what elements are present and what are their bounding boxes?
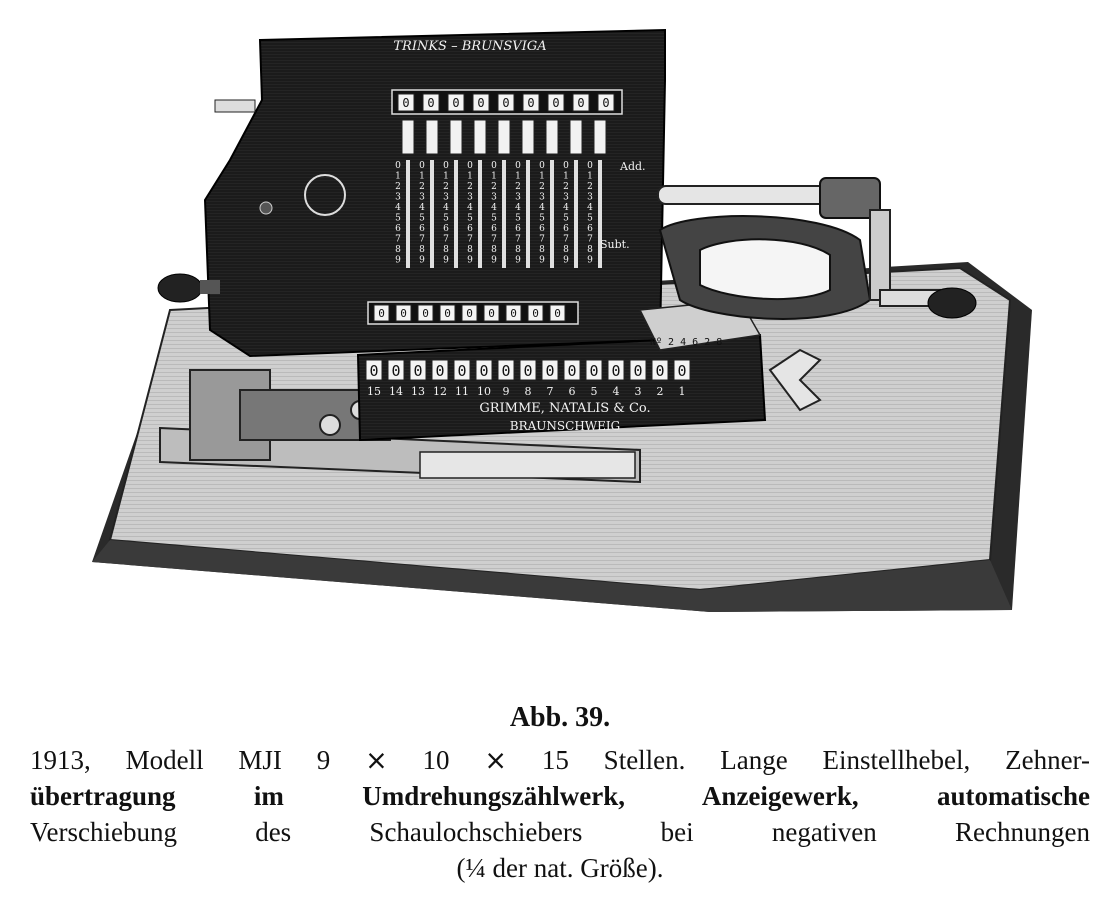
setting-register-digit: 0 bbox=[527, 96, 535, 110]
lever-slot bbox=[430, 160, 434, 268]
position-number: 2 bbox=[656, 385, 664, 398]
lever-scale-mark: 5 bbox=[515, 213, 521, 224]
subt-label: Subt. bbox=[600, 238, 630, 251]
setting-lever bbox=[594, 120, 606, 154]
result-register-digit: 0 bbox=[413, 362, 423, 380]
result-register-digit: 0 bbox=[369, 362, 379, 380]
lever-scale-mark: 7 bbox=[395, 234, 401, 245]
lever-scale-mark: 9 bbox=[515, 255, 521, 266]
result-register-digit: 0 bbox=[545, 362, 555, 380]
setting-register-digit: 0 bbox=[552, 96, 560, 110]
lever-scale-mark: 3 bbox=[491, 192, 497, 203]
lever-scale-mark: 7 bbox=[419, 234, 425, 245]
lever-scale-mark: 8 bbox=[419, 245, 425, 255]
lever-scale-mark: 7 bbox=[491, 234, 497, 245]
lever-scale-mark: 6 bbox=[491, 224, 497, 234]
revolution-counter-digit: 0 bbox=[444, 307, 451, 320]
setting-lever bbox=[450, 120, 462, 154]
caption-line-3-text: Verschiebung des Schaulochschiebers bei negativen Rechnungen bbox=[30, 817, 1090, 847]
lever-scale-mark: 6 bbox=[587, 224, 593, 234]
result-register-digit: 0 bbox=[523, 362, 533, 380]
setting-lever bbox=[522, 120, 534, 154]
revolution-counter-digit: 0 bbox=[488, 307, 495, 320]
lever-scale-mark: 3 bbox=[539, 192, 545, 203]
lever-scale-mark: 0 bbox=[443, 161, 449, 171]
lever-scale-mark: 0 bbox=[587, 161, 593, 171]
lever-scale-mark: 3 bbox=[515, 192, 521, 203]
position-number: 5 bbox=[590, 385, 598, 398]
result-register-digit: 0 bbox=[589, 362, 599, 380]
position-number: 10 bbox=[477, 385, 491, 398]
lever-scale-mark: 1 bbox=[443, 171, 449, 182]
result-register-digit: 0 bbox=[501, 362, 511, 380]
setting-lever bbox=[474, 120, 486, 154]
brand-label: TRINKS – BRUNSVIGA bbox=[393, 39, 547, 54]
lever-scale-mark: 0 bbox=[491, 161, 497, 171]
lever-scale-mark: 4 bbox=[563, 203, 569, 213]
lever-scale-mark: 9 bbox=[395, 255, 401, 266]
lever-scale-mark: 7 bbox=[515, 234, 521, 245]
lever-scale-mark: 2 bbox=[467, 182, 473, 192]
lever-slot bbox=[598, 160, 602, 268]
lever-scale-mark: 9 bbox=[419, 255, 425, 266]
lever-scale-mark: 5 bbox=[419, 213, 425, 224]
lever-scale-mark: 9 bbox=[491, 255, 497, 266]
setting-lever bbox=[546, 120, 558, 154]
lever-scale-mark: 4 bbox=[419, 203, 425, 213]
lever-scale-mark: 1 bbox=[491, 171, 497, 182]
position-number: 15 bbox=[367, 385, 381, 398]
setting-register-digit: 0 bbox=[452, 96, 460, 110]
position-number: 8 bbox=[524, 385, 532, 398]
figure-label: Abb. 39. bbox=[509, 702, 611, 733]
lever-scale-mark: 1 bbox=[515, 171, 521, 182]
setting-lever bbox=[570, 120, 582, 154]
lever-scale-mark: 0 bbox=[419, 161, 425, 171]
lever-slot bbox=[526, 160, 530, 268]
lever-scale-mark: 5 bbox=[539, 213, 545, 224]
lever-scale-mark: 5 bbox=[467, 213, 473, 224]
lever-scale-mark: 3 bbox=[419, 192, 425, 203]
lever-scale-mark: 9 bbox=[467, 255, 473, 266]
revolution-counter-digit: 0 bbox=[378, 307, 385, 320]
lever-scale-mark: 1 bbox=[467, 171, 473, 182]
setting-register-digit: 0 bbox=[602, 96, 610, 110]
setting-register bbox=[392, 90, 622, 114]
lever-scale-mark: 3 bbox=[467, 192, 473, 203]
lever-scale-mark: 1 bbox=[563, 171, 569, 182]
lever-scale-mark: 7 bbox=[443, 234, 449, 245]
position-number: 9 bbox=[502, 385, 510, 398]
setting-lever bbox=[402, 120, 414, 154]
lever-scale-mark: 4 bbox=[587, 203, 593, 213]
caption-line-3 bbox=[30, 814, 1090, 850]
lever-scale-mark: 8 bbox=[539, 245, 545, 255]
lever-scale-mark: 9 bbox=[587, 255, 593, 266]
result-register-digit: 0 bbox=[457, 362, 467, 380]
lever-scale-mark: 0 bbox=[467, 161, 473, 171]
lever-scale-mark: 7 bbox=[539, 234, 545, 245]
lever-scale-mark: 3 bbox=[443, 192, 449, 203]
result-register-digit: 0 bbox=[567, 362, 577, 380]
result-register-digit: 0 bbox=[677, 362, 687, 380]
lever-scale-mark: 5 bbox=[563, 213, 569, 224]
lever-scale-mark: 6 bbox=[467, 224, 473, 234]
lever-scale-mark: 7 bbox=[563, 234, 569, 245]
result-register-digit: 0 bbox=[633, 362, 643, 380]
setting-register-digit: 0 bbox=[477, 96, 485, 110]
lever-scale-mark: 4 bbox=[539, 203, 545, 213]
lever-scale-mark: 8 bbox=[563, 245, 569, 255]
lever-scale-mark: 1 bbox=[539, 171, 545, 182]
lever-scale-mark: 3 bbox=[563, 192, 569, 203]
figure-caption bbox=[30, 742, 1090, 886]
lever-scale-mark: 6 bbox=[539, 224, 545, 234]
lever-scale-mark: 8 bbox=[587, 245, 593, 255]
lever-scale-mark: 3 bbox=[395, 192, 401, 203]
caption-line-2: übertragung im Umdrehungszählwerk, Anzeigewerk, automatische bbox=[30, 781, 1090, 811]
lever-scale-mark: 5 bbox=[491, 213, 497, 224]
position-number: 11 bbox=[455, 385, 469, 398]
lever-scale-mark: 5 bbox=[443, 213, 449, 224]
lever-scale-mark: 8 bbox=[443, 245, 449, 255]
lever-scale-mark: 2 bbox=[539, 182, 545, 192]
lever-scale-mark: 8 bbox=[491, 245, 497, 255]
lever-slot bbox=[454, 160, 458, 268]
lever-scale-mark: 0 bbox=[395, 161, 401, 171]
caption-line-1: 1913, Modell MJI 9 ⨯ 10 ⨯ 15 Stellen. Lange Einstellhebel, Zehner- bbox=[30, 745, 1090, 775]
position-number: 4 bbox=[612, 385, 620, 398]
lever-scale-mark: 6 bbox=[443, 224, 449, 234]
lever-scale-mark: 2 bbox=[587, 182, 593, 192]
lever-scale-mark: 7 bbox=[587, 234, 593, 245]
position-number: 14 bbox=[389, 385, 403, 398]
lever-scale-mark: 1 bbox=[587, 171, 593, 182]
lever-scale-mark: 9 bbox=[539, 255, 545, 266]
lever-scale-mark: 8 bbox=[467, 245, 473, 255]
position-number: 6 bbox=[568, 385, 576, 398]
revolution-counter-digit: 0 bbox=[422, 307, 429, 320]
lever-slot bbox=[502, 160, 506, 268]
lever-scale-mark: 4 bbox=[443, 203, 449, 213]
setting-lever bbox=[498, 120, 510, 154]
lever-slot bbox=[478, 160, 482, 268]
add-label: Add. bbox=[620, 160, 646, 173]
setting-register-digit: 0 bbox=[402, 96, 410, 110]
lever-scale-mark: 6 bbox=[395, 224, 401, 234]
result-register-digit: 0 bbox=[655, 362, 665, 380]
result-register-digit: 0 bbox=[435, 362, 445, 380]
caption-line-4: (¼ der nat. Größe). bbox=[456, 853, 664, 883]
lever-scale-mark: 6 bbox=[419, 224, 425, 234]
lever-scale-mark: 4 bbox=[491, 203, 497, 213]
lever-scale-mark: 4 bbox=[395, 203, 401, 213]
lever-scale-mark: 6 bbox=[563, 224, 569, 234]
lever-scale-mark: 7 bbox=[467, 234, 473, 245]
lever-scale-mark: 4 bbox=[467, 203, 473, 213]
lever-scale-mark: 2 bbox=[491, 182, 497, 192]
setting-register-digit: 0 bbox=[577, 96, 585, 110]
lever-scale-mark: 8 bbox=[515, 245, 521, 255]
lever-scale-mark: 2 bbox=[515, 182, 521, 192]
position-number: 7 bbox=[546, 385, 554, 398]
revolution-counter-digit: 0 bbox=[510, 307, 517, 320]
result-register-digit: 0 bbox=[391, 362, 401, 380]
revolution-counter bbox=[368, 302, 578, 324]
maker-city: BRAUNSCHWEIG bbox=[509, 419, 621, 433]
position-number: 3 bbox=[634, 385, 642, 398]
lever-scale-mark: 6 bbox=[515, 224, 521, 234]
position-number: 13 bbox=[411, 385, 425, 398]
setting-register-digit: 0 bbox=[502, 96, 510, 110]
lever-scale-mark: 9 bbox=[563, 255, 569, 266]
lever-slot bbox=[550, 160, 554, 268]
setting-register-digit: 0 bbox=[427, 96, 435, 110]
lever-scale-mark: 1 bbox=[419, 171, 425, 182]
serial-label: Nº 2 4 6 2 8 bbox=[650, 337, 723, 348]
lever-slot bbox=[574, 160, 578, 268]
result-register-digit: 0 bbox=[479, 362, 489, 380]
lever-scale-mark: 5 bbox=[395, 213, 401, 224]
lever-scale-mark: 2 bbox=[563, 182, 569, 192]
result-register-digit: 0 bbox=[611, 362, 621, 380]
position-number: 1 bbox=[678, 385, 686, 398]
lever-scale-mark: 2 bbox=[443, 182, 449, 192]
lever-scale-mark: 1 bbox=[395, 171, 401, 182]
revolution-counter-digit: 0 bbox=[400, 307, 407, 320]
setting-lever bbox=[426, 120, 438, 154]
position-number: 12 bbox=[433, 385, 447, 398]
revolution-counter-digit: 0 bbox=[466, 307, 473, 320]
lever-scale-mark: 9 bbox=[443, 255, 449, 266]
lever-scale-mark: 2 bbox=[395, 182, 401, 192]
lever-scale-mark: 4 bbox=[515, 203, 521, 213]
maker-name: GRIMME, NATALIS & Co. bbox=[479, 401, 651, 416]
lever-scale-mark: 0 bbox=[563, 161, 569, 171]
lever-scale-mark: 2 bbox=[419, 182, 425, 192]
revolution-counter-digit: 0 bbox=[554, 307, 561, 320]
crank-handle bbox=[658, 178, 976, 319]
revolution-counter-digit: 0 bbox=[532, 307, 539, 320]
lever-scale-mark: 5 bbox=[587, 213, 593, 224]
lever-scale-mark: 0 bbox=[539, 161, 545, 171]
lever-scale-mark: 3 bbox=[587, 192, 593, 203]
lever-scale-mark: 8 bbox=[395, 245, 401, 255]
lever-scale-mark: 0 bbox=[515, 161, 521, 171]
lever-slot bbox=[406, 160, 410, 268]
